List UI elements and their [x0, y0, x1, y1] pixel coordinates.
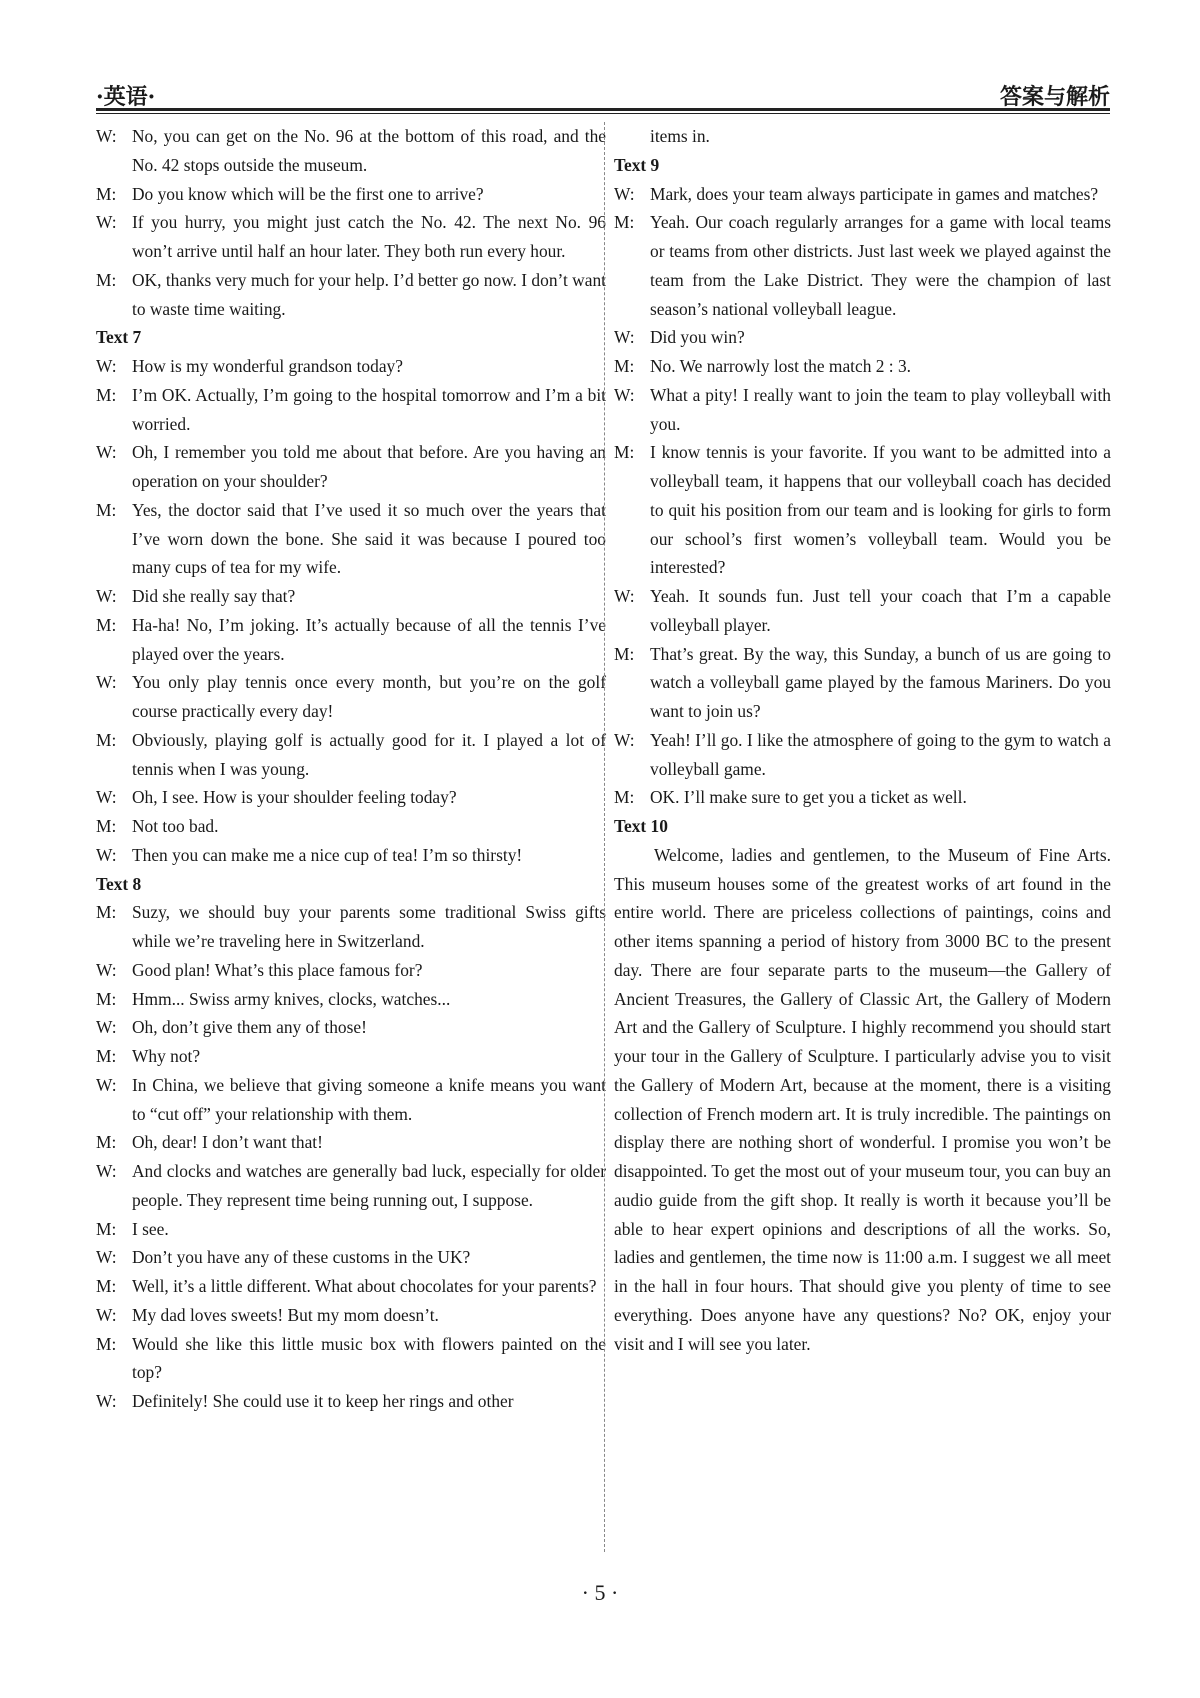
speaker-label: M:	[614, 643, 635, 664]
speaker-label: W:	[96, 586, 117, 606]
dialogue-text: Would she like this little music box with flowers painted on the top?	[132, 1333, 606, 1383]
dialogue-text: Yeah. Our coach regularly arranges for a game with local teams or teams from other districts. Just last week we played against the team from the Lake District. They were the champion of last season’s national volleyball league.	[650, 212, 1111, 319]
dialogue-text: No, you can get on the No. 96 at the bottom of this road, and the No. 42 stops outside the museum.	[132, 126, 606, 175]
dialogue-line	[96, 180, 606, 209]
dialogue-line	[96, 1387, 606, 1416]
dialogue-text: Good plan! What’s this place famous for?	[132, 959, 423, 980]
dialogue-text: Yeah. It sounds fun. Just tell your coach that I’m a capable volleyball player.	[650, 586, 1111, 635]
dialogue-line	[614, 381, 1111, 439]
speaker-label: W:	[614, 384, 635, 405]
header-rule	[96, 108, 1110, 111]
dialogue-line	[614, 323, 1111, 352]
section-title: 答案与解析	[999, 84, 1110, 110]
dialogue-line	[614, 352, 1111, 381]
dialogue-text: Oh, I remember you told me about that before. Are you having an operation on your shoulder?	[132, 442, 606, 491]
dialogue-continuation: items in.	[650, 126, 710, 146]
dialogue-line	[96, 381, 606, 439]
speaker-label: W:	[96, 212, 117, 233]
dialogue-line	[96, 208, 606, 266]
dialogue-text: Yeah! I’ll go. I like the atmosphere of going to the gym to watch a volleyball game.	[650, 729, 1111, 779]
speaker-label: M:	[96, 729, 117, 750]
speaker-label: M:	[614, 787, 635, 808]
dialogue-line	[96, 1301, 606, 1330]
section-heading: Text 7	[96, 327, 142, 348]
dialogue-line	[96, 1071, 606, 1129]
dialogue-text: Why not?	[132, 1046, 201, 1066]
dialogue-line	[96, 1330, 606, 1388]
speaker-label: W:	[614, 586, 635, 606]
dialogue-line	[614, 640, 1111, 726]
speaker-label: W:	[96, 442, 117, 463]
dialogue-text: My dad loves sweets! But my mom doesn’t.	[132, 1304, 439, 1325]
dialogue-line	[96, 668, 606, 726]
dialogue-line	[96, 496, 606, 582]
dialogue-text: No. We narrowly lost the match 2 : 3.	[650, 356, 912, 376]
speaker-label: M:	[96, 1276, 117, 1296]
speaker-label: W:	[614, 183, 635, 204]
dialogue-text: Ha-ha! No, I’m joking. It’s actually because of all the tennis I’ve played over the years.	[132, 614, 606, 664]
speaker-label: W:	[96, 672, 117, 693]
dialogue-line	[614, 208, 1111, 323]
column-divider	[604, 122, 605, 1552]
section-heading: Text 8	[96, 873, 142, 894]
dialogue-line	[96, 122, 606, 180]
dialogue-text: Oh, don’t give them any of those!	[132, 1017, 367, 1038]
speaker-label: W:	[96, 1247, 117, 1268]
speaker-label: M:	[96, 499, 117, 520]
speaker-label: W:	[96, 1391, 117, 1411]
dialogue-line	[96, 438, 606, 496]
header-rule-thin	[96, 113, 1110, 114]
speaker-label: W:	[614, 729, 635, 750]
speaker-label: M:	[614, 212, 635, 233]
speaker-label: M:	[614, 356, 635, 376]
speaker-label: M:	[614, 442, 635, 463]
dialogue-text: And clocks and watches are generally bad luck, especially for older people. They represent time being running out, I suppose.	[132, 1161, 606, 1210]
dialogue-text: Suzy, we should buy your parents some traditional Swiss gifts while we’re traveling here in Switzerland.	[132, 902, 606, 951]
dialogue-text: Oh, dear! I don’t want that!	[132, 1132, 323, 1153]
dialogue-line	[96, 582, 606, 611]
dialogue-line	[96, 1272, 606, 1301]
speaker-label: M:	[96, 988, 117, 1009]
speaker-label: M:	[96, 183, 117, 204]
left-column	[96, 122, 606, 1416]
right-column	[614, 122, 1111, 1358]
dialogue-text: If you hurry, you might just catch the No. 42. The next No. 96 won’t arrive until half an hour later. They both run every hour.	[132, 212, 606, 261]
dialogue-text: Mark, does your team always participate in games and matches?	[650, 183, 1099, 204]
dialogue-line	[96, 1243, 606, 1272]
dialogue-line	[96, 611, 606, 669]
dialogue-text: I’m OK. Actually, I’m going to the hospital tomorrow and I’m a bit worried.	[132, 384, 606, 434]
dialogue-text: Do you know which will be the first one to arrive?	[132, 183, 484, 204]
dialogue-text: I know tennis is your favorite. If you want to be admitted into a volleyball team, it happens that our volleyball coach has decided to quit his position from our team and is looking for girls to form our school’s first women’s volleyball team. Would you be interested?	[650, 442, 1111, 578]
speaker-label: M:	[96, 1218, 117, 1239]
dialogue-text: Obviously, playing golf is actually good for it. I played a lot of tennis when I was young.	[132, 729, 606, 779]
speaker-label: M:	[96, 384, 117, 405]
dialogue-line	[96, 1013, 606, 1042]
dialogue-text: OK. I’ll make sure to get you a ticket as well.	[650, 787, 967, 808]
dialogue-line	[96, 1042, 606, 1071]
speaker-label: M:	[96, 816, 117, 836]
speaker-label: W:	[614, 327, 635, 348]
dialogue-text: Definitely! She could use it to keep her rings and other	[132, 1391, 514, 1411]
dialogue-line	[614, 783, 1111, 812]
dialogue-text: What a pity! I really want to join the team to play volleyball with you.	[650, 384, 1111, 434]
dialogue-line	[614, 180, 1111, 209]
speaker-label: W:	[96, 1074, 117, 1095]
dialogue-text: How is my wonderful grandson today?	[132, 356, 403, 376]
dialogue-line	[96, 812, 606, 841]
speaker-label: M:	[96, 902, 117, 923]
dialogue-line	[96, 1215, 606, 1244]
monologue-paragraph: Welcome, ladies and gentlemen, to the Museum of Fine Arts. This museum houses some of the greatest works of art found in the entire world. There are priceless collections of paintings, coins and other items spanning a period of history from 3000 BC to the present day. There are four separate parts to the museum—the Gallery of Ancient Treasures, the Gallery of Classic Art, the Gallery of Modern Art and the Gallery of Sculpture. I highly recommend you should start your tour in the Gallery of Sculpture. I particularly advise you to visit the Gallery of Modern Art, because at the moment, there is a visiting collection of French modern art. It is truly incredible. The paintings on display there are nothing short of wonderful. I promise you won’t be disappointed. To get the most out of your museum tour, you can buy an audio guide from the gift shop. It really is worth it because you’ll be able to hear expert opinions and descriptions of all the works. So, ladies and gentlemen, the time now is 11:00 a.m. I suggest we all meet in the hall in four hours. That should give you plenty of time to see everything. Does anyone have any questions? No? OK, enjoy your visit and I will see you later.	[614, 844, 1111, 1354]
dialogue-text: That’s great. By the way, this Sunday, a bunch of us are going to watch a volleyball game played by the famous Mariners. Do you want to join us?	[650, 643, 1111, 721]
speaker-label: M:	[96, 614, 117, 635]
dialogue-line	[96, 956, 606, 985]
speaker-label: M:	[96, 269, 117, 290]
dialogue-line	[614, 726, 1111, 784]
dialogue-text: Oh, I see. How is your shoulder feeling today?	[132, 787, 457, 808]
dialogue-text: Did you win?	[650, 327, 745, 348]
speaker-label: M:	[96, 1333, 117, 1354]
speaker-label: W:	[96, 356, 117, 376]
section-heading: Text 10	[614, 816, 668, 836]
dialogue-text: Hmm... Swiss army knives, clocks, watches...	[132, 988, 451, 1009]
dialogue-text: Then you can make me a nice cup of tea! I’m so thirsty!	[132, 844, 523, 865]
speaker-label: W:	[96, 959, 117, 980]
dialogue-text: You only play tennis once every month, but you’re on the golf course practically every day!	[132, 672, 606, 721]
dialogue-text: I see.	[132, 1218, 169, 1239]
speaker-label: W:	[96, 844, 117, 865]
dialogue-line	[96, 898, 606, 956]
dialogue-line	[96, 783, 606, 812]
dialogue-line	[96, 985, 606, 1014]
dialogue-text: Did she really say that?	[132, 586, 296, 606]
dialogue-line	[614, 582, 1111, 640]
dialogue-line	[96, 726, 606, 784]
speaker-label: W:	[96, 1017, 117, 1038]
dialogue-line	[96, 1157, 606, 1215]
speaker-label: W:	[96, 1161, 117, 1181]
speaker-label: W:	[96, 126, 117, 146]
dialogue-text: In China, we believe that giving someone a knife means you want to “cut off” your relationship with them.	[132, 1074, 606, 1124]
section-heading: Text 9	[614, 154, 660, 175]
page-number: · 5 ·	[581, 1580, 619, 1605]
dialogue-text: OK, thanks very much for your help. I’d better go now. I don’t want to waste time waiting.	[132, 269, 606, 319]
speaker-label: M:	[96, 1046, 117, 1066]
dialogue-text: Yes, the doctor said that I’ve used it so much over the years that I’ve worn down the bone. She said it was because I poured too many cups of tea for my wife.	[132, 499, 606, 578]
dialogue-text: Don’t you have any of these customs in the UK?	[132, 1247, 471, 1268]
dialogue-line	[96, 266, 606, 324]
speaker-label: W:	[96, 787, 117, 808]
dialogue-text: Not too bad.	[132, 816, 219, 836]
subject-label: ·英语·	[96, 84, 156, 110]
dialogue-line	[96, 352, 606, 381]
dialogue-text: Well, it’s a little different. What about chocolates for your parents?	[132, 1276, 597, 1296]
dialogue-line	[614, 438, 1111, 582]
speaker-label: M:	[96, 1132, 117, 1153]
speaker-label: W:	[96, 1304, 117, 1325]
dialogue-line	[96, 1128, 606, 1157]
dialogue-line	[96, 841, 606, 870]
